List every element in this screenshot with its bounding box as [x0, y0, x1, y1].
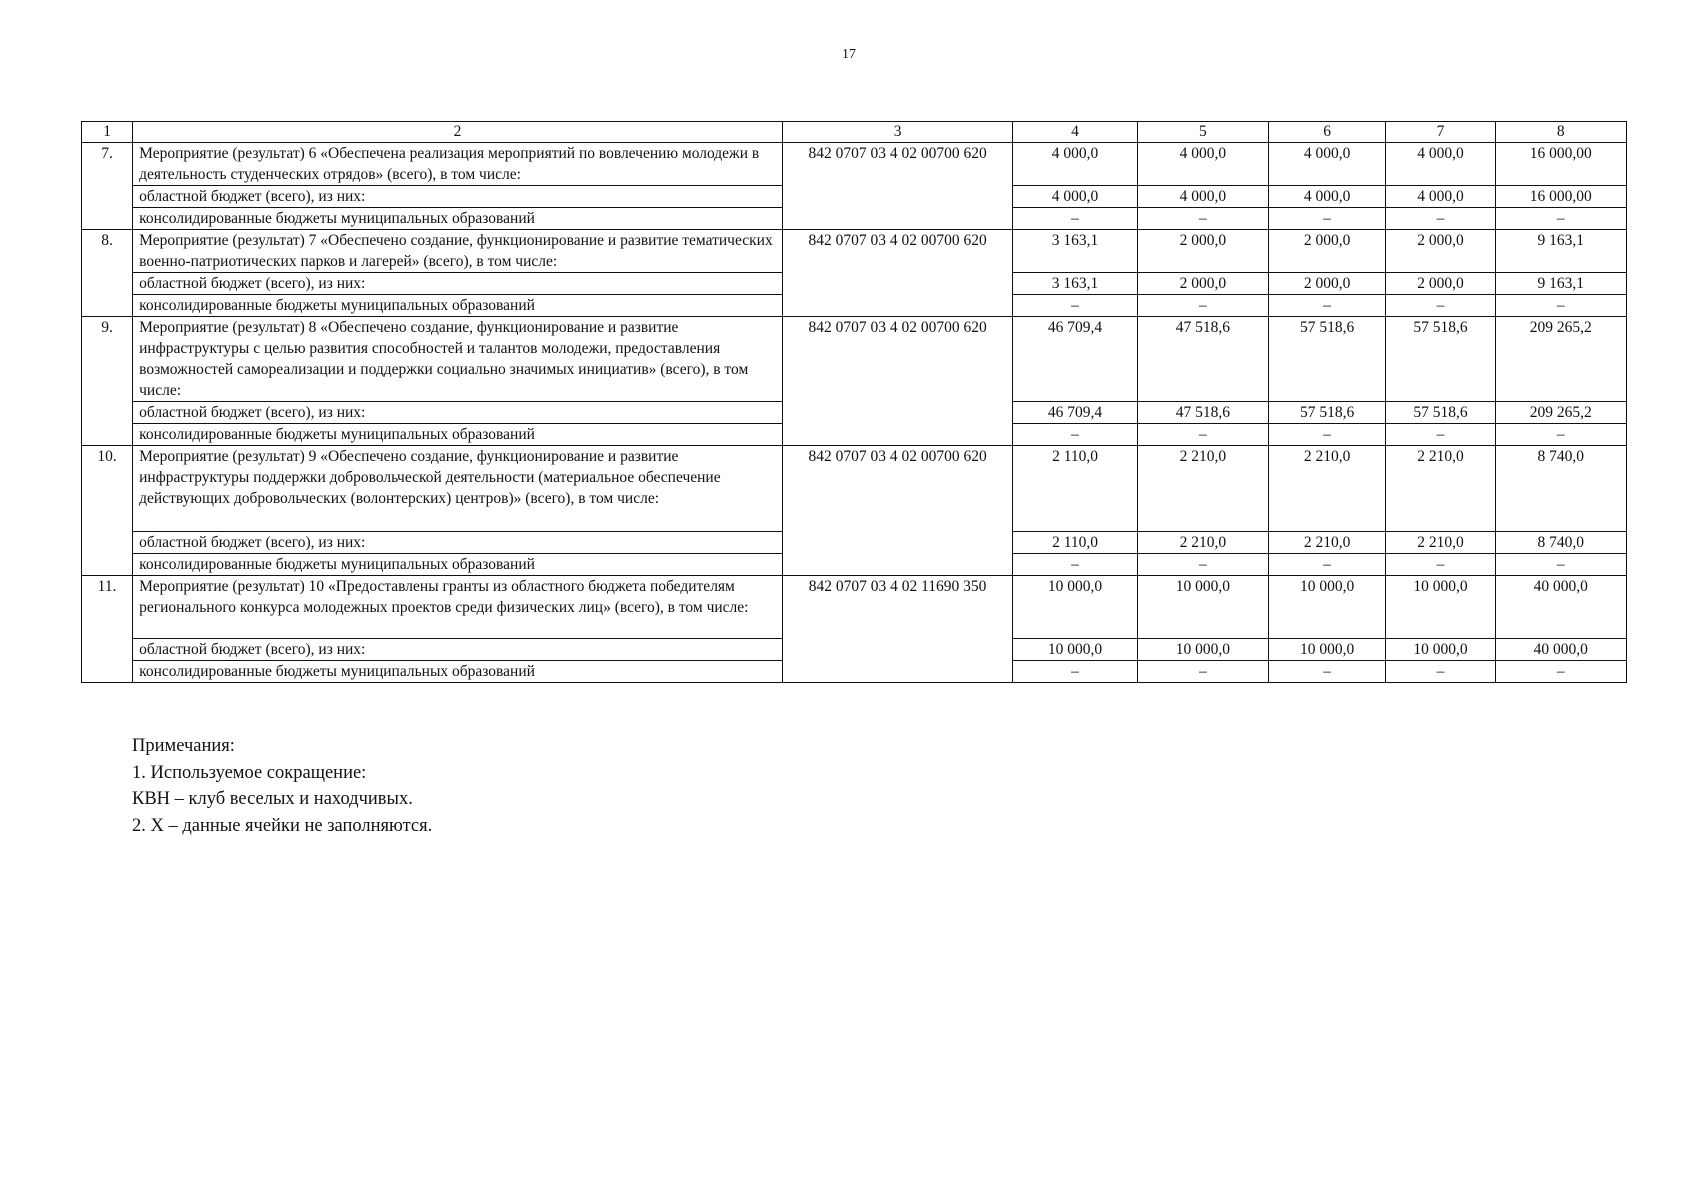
column-header: 5 [1137, 122, 1268, 143]
note-item: 2. X – данные ячейки не заполняются. [132, 815, 433, 836]
page-number: 17 [842, 47, 856, 62]
regional-budget-label: областной бюджет (всего), из них: [133, 273, 783, 295]
total-value: 4 000,0 [1269, 143, 1386, 186]
regional-budget-value: 2 210,0 [1137, 532, 1268, 554]
total-value: 40 000,0 [1495, 576, 1626, 639]
municipal-budget-value: – [1269, 554, 1386, 576]
budget-code: 842 0707 03 4 02 00700 620 [782, 230, 1013, 317]
total-value: 2 000,0 [1137, 230, 1268, 273]
regional-budget-value: 57 518,6 [1269, 402, 1386, 424]
municipal-budget-value: – [1013, 295, 1137, 317]
event-description: Мероприятие (результат) 10 «Предоставлены гранты из областного бюджета победителям регионального конкурса молодежных проектов среди физических лиц» (всего), в том числе: [133, 576, 783, 639]
total-value: 3 163,1 [1013, 230, 1137, 273]
column-header: 1 [82, 122, 133, 143]
municipal-budget-value: – [1013, 661, 1137, 683]
regional-budget-value: 9 163,1 [1495, 273, 1626, 295]
municipal-budget-value: – [1386, 554, 1495, 576]
budget-code: 842 0707 03 4 02 00700 620 [782, 446, 1013, 576]
regional-budget-label: областной бюджет (всего), из них: [133, 532, 783, 554]
municipal-budget-label: консолидированные бюджеты муниципальных образований [133, 661, 783, 683]
total-value: 2 210,0 [1269, 446, 1386, 532]
regional-budget-value: 10 000,0 [1013, 639, 1137, 661]
regional-budget-value: 209 265,2 [1495, 402, 1626, 424]
row-number: 9. [82, 317, 133, 446]
total-value: 4 000,0 [1386, 143, 1495, 186]
total-value: 4 000,0 [1013, 143, 1137, 186]
municipal-budget-label: консолидированные бюджеты муниципальных образований [133, 424, 783, 446]
regional-budget-value: 10 000,0 [1269, 639, 1386, 661]
row-number: 8. [82, 230, 133, 317]
municipal-budget-value: – [1269, 661, 1386, 683]
total-value: 2 210,0 [1386, 446, 1495, 532]
regional-budget-value: 3 163,1 [1013, 273, 1137, 295]
regional-budget-label: областной бюджет (всего), из них: [133, 639, 783, 661]
column-header: 4 [1013, 122, 1137, 143]
column-header: 2 [133, 122, 783, 143]
regional-budget-value: 2 000,0 [1137, 273, 1268, 295]
municipal-budget-value: – [1495, 424, 1626, 446]
total-value: 8 740,0 [1495, 446, 1626, 532]
total-value: 10 000,0 [1386, 576, 1495, 639]
event-description: Мероприятие (результат) 9 «Обеспечено создание, функционирование и развитие инфраструктуры поддержки добровольческой деятельности (материальное обеспечение действующих добровольческих (волонтерских) центров)» (всего), в том числе: [133, 446, 783, 532]
municipal-budget-value: – [1013, 424, 1137, 446]
notes-title: Примечания: [132, 736, 235, 756]
regional-budget-value: 16 000,00 [1495, 186, 1626, 208]
column-header: 6 [1269, 122, 1386, 143]
municipal-budget-value: – [1269, 208, 1386, 230]
municipal-budget-value: – [1495, 208, 1626, 230]
row-number: 10. [82, 446, 133, 576]
total-value: 10 000,0 [1013, 576, 1137, 639]
event-description: Мероприятие (результат) 8 «Обеспечено создание, функционирование и развитие инфраструктуры с целью развития способностей и талантов молодежи, предоставления возможностей самореализации и поддержки социально значимых инициатив» (всего), в том числе: [133, 317, 783, 402]
total-value: 16 000,00 [1495, 143, 1626, 186]
total-value: 47 518,6 [1137, 317, 1268, 402]
notes [132, 733, 432, 839]
budget-code: 842 0707 03 4 02 00700 620 [782, 143, 1013, 230]
regional-budget-label: областной бюджет (всего), из них: [133, 186, 783, 208]
regional-budget-value: 4 000,0 [1013, 186, 1137, 208]
regional-budget-label: областной бюджет (всего), из них: [133, 402, 783, 424]
municipal-budget-value: – [1013, 208, 1137, 230]
regional-budget-value: 10 000,0 [1386, 639, 1495, 661]
total-value: 46 709,4 [1013, 317, 1137, 402]
regional-budget-value: 46 709,4 [1013, 402, 1137, 424]
row-number: 11. [82, 576, 133, 683]
budget-table [81, 121, 1627, 683]
regional-budget-value: 4 000,0 [1269, 186, 1386, 208]
municipal-budget-value: – [1495, 554, 1626, 576]
event-row [82, 143, 1627, 186]
total-value: 10 000,0 [1137, 576, 1268, 639]
column-header: 8 [1495, 122, 1626, 143]
municipal-budget-value: – [1137, 661, 1268, 683]
budget-code: 842 0707 03 4 02 00700 620 [782, 317, 1013, 446]
regional-budget-value: 8 740,0 [1495, 532, 1626, 554]
regional-budget-value: 2 110,0 [1013, 532, 1137, 554]
municipal-budget-value: – [1137, 295, 1268, 317]
row-number: 7. [82, 143, 133, 230]
column-header: 3 [782, 122, 1013, 143]
municipal-budget-value: – [1495, 661, 1626, 683]
event-row [82, 446, 1627, 532]
total-value: 2 000,0 [1386, 230, 1495, 273]
total-value: 10 000,0 [1269, 576, 1386, 639]
regional-budget-value: 40 000,0 [1495, 639, 1626, 661]
regional-budget-value: 47 518,6 [1137, 402, 1268, 424]
total-value: 209 265,2 [1495, 317, 1626, 402]
municipal-budget-value: – [1137, 554, 1268, 576]
total-value: 9 163,1 [1495, 230, 1626, 273]
municipal-budget-value: – [1269, 295, 1386, 317]
event-row [82, 317, 1627, 402]
note-item: КВН – клуб веселых и находчивых. [132, 789, 413, 809]
event-description: Мероприятие (результат) 7 «Обеспечено создание, функционирование и развитие тематических военно-патриотических парков и лагерей» (всего), в том числе: [133, 230, 783, 273]
total-value: 57 518,6 [1386, 317, 1495, 402]
municipal-budget-value: – [1495, 295, 1626, 317]
regional-budget-value: 2 210,0 [1386, 532, 1495, 554]
regional-budget-value: 4 000,0 [1386, 186, 1495, 208]
regional-budget-value: 10 000,0 [1137, 639, 1268, 661]
column-header: 7 [1386, 122, 1495, 143]
municipal-budget-value: – [1013, 554, 1137, 576]
note-item: 1. Используемое сокращение: [132, 762, 367, 783]
municipal-budget-value: – [1269, 424, 1386, 446]
total-value: 2 000,0 [1269, 230, 1386, 273]
municipal-budget-label: консолидированные бюджеты муниципальных образований [133, 208, 783, 230]
budget-code: 842 0707 03 4 02 11690 350 [782, 576, 1013, 683]
regional-budget-value: 2 000,0 [1386, 273, 1495, 295]
regional-budget-value: 4 000,0 [1137, 186, 1268, 208]
event-row [82, 576, 1627, 639]
regional-budget-value: 2 210,0 [1269, 532, 1386, 554]
municipal-budget-value: – [1386, 424, 1495, 446]
municipal-budget-value: – [1386, 295, 1495, 317]
total-value: 4 000,0 [1137, 143, 1268, 186]
municipal-budget-label: консолидированные бюджеты муниципальных образований [133, 554, 783, 576]
total-value: 2 110,0 [1013, 446, 1137, 532]
municipal-budget-value: – [1386, 661, 1495, 683]
municipal-budget-value: – [1137, 424, 1268, 446]
municipal-budget-label: консолидированные бюджеты муниципальных образований [133, 295, 783, 317]
municipal-budget-value: – [1386, 208, 1495, 230]
total-value: 57 518,6 [1269, 317, 1386, 402]
column-header-row [82, 122, 1627, 143]
event-row [82, 230, 1627, 273]
regional-budget-value: 57 518,6 [1386, 402, 1495, 424]
event-description: Мероприятие (результат) 6 «Обеспечена реализация мероприятий по вовлечению молодежи в деятельность студенческих отрядов» (всего), в том числе: [133, 143, 783, 186]
regional-budget-value: 2 000,0 [1269, 273, 1386, 295]
municipal-budget-value: – [1137, 208, 1268, 230]
total-value: 2 210,0 [1137, 446, 1268, 532]
